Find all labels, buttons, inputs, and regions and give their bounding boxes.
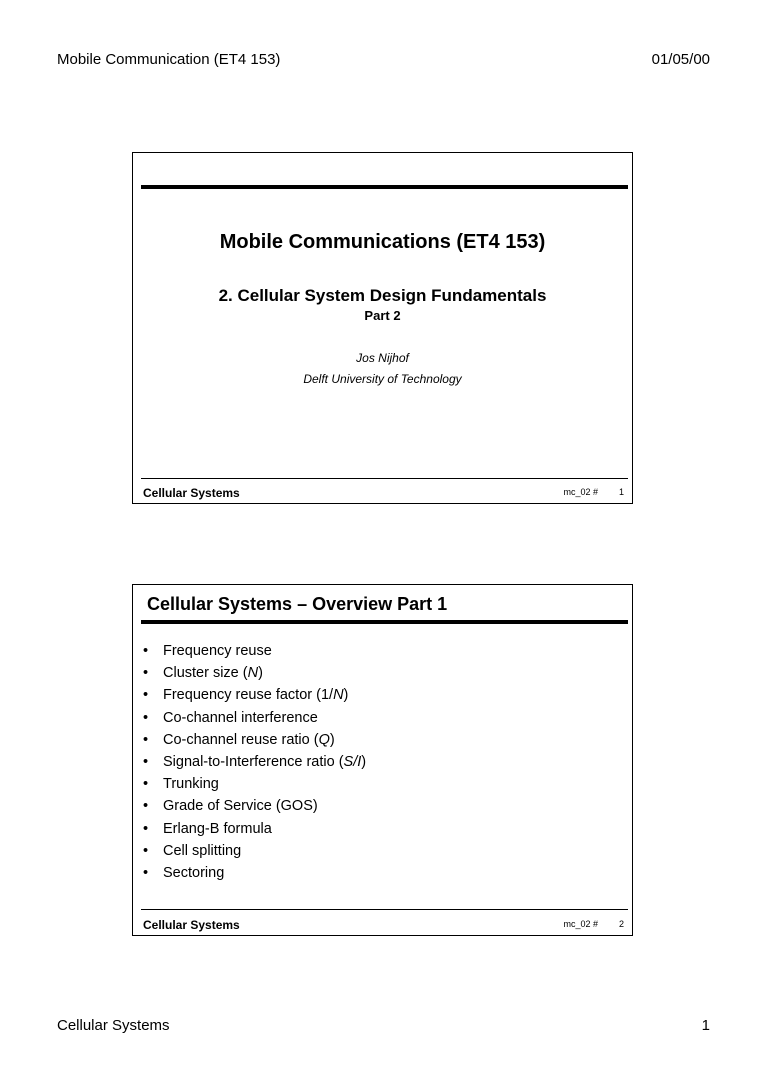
slide-1 (132, 152, 633, 504)
slide-2-footer-code: mc_02 # (563, 919, 598, 929)
bullet-marker: • (143, 687, 149, 704)
bullet-marker: • (143, 864, 149, 881)
page-number: 1 (701, 1017, 710, 1034)
page-header-title: Mobile Communication (ET4 153) (57, 51, 281, 68)
slide-2-title: Cellular Systems – Overview Part 1 (147, 594, 448, 614)
bullet-text-suffix: ) (343, 687, 349, 704)
bullet-text: Grade of Service (GOS) (163, 798, 318, 815)
page-footer-label: Cellular Systems (57, 1017, 170, 1034)
slide-1-subtitle: 2. Cellular System Design Fundamentals (218, 286, 547, 305)
slide-2-footer-number: 2 (618, 919, 624, 929)
bullet-list (143, 640, 366, 884)
bullet-marker: • (143, 709, 149, 726)
slide-1-institution: Delft University of Technology (303, 372, 462, 386)
bullet-text: Trunking (163, 776, 219, 793)
slide-1-part: Part 2 (364, 308, 401, 323)
bullet-item (143, 862, 366, 884)
bullet-item (143, 729, 366, 751)
slide-2-title-rule (141, 620, 628, 624)
slide-1-footer-code: mc_02 # (563, 487, 598, 497)
bullet-text: Frequency reuse (163, 643, 272, 659)
bullet-item (143, 707, 366, 729)
bullet-marker: • (143, 731, 149, 748)
bullet-variable: N (333, 687, 344, 704)
slide-2-footer-rule (141, 909, 628, 910)
slide-2-footer-label: Cellular Systems (143, 918, 240, 932)
bullet-marker: • (143, 643, 149, 659)
bullet-item (143, 640, 366, 662)
bullet-item (143, 662, 366, 684)
slide-1-top-rule (141, 185, 628, 189)
bullet-marker: • (143, 842, 149, 859)
bullet-text: Erlang-B formula (163, 820, 272, 837)
bullet-text: Co-channel reuse ratio ( (163, 731, 319, 748)
slide-1-footer-label: Cellular Systems (143, 486, 240, 500)
bullet-text: Co-channel interference (163, 709, 318, 726)
bullet-marker: • (143, 665, 149, 682)
bullet-item (143, 795, 366, 817)
bullet-marker: • (143, 776, 149, 793)
bullet-text-suffix: ) (361, 753, 367, 770)
slide-1-footer-rule (141, 478, 628, 479)
slide-1-title: Mobile Communications (ET4 153) (219, 231, 546, 253)
bullet-item (143, 773, 366, 795)
bullet-variable: Q (318, 731, 330, 748)
bullet-text-suffix: ) (258, 665, 263, 682)
bullet-variable: S/I (343, 753, 362, 770)
bullet-text: Sectoring (163, 864, 225, 881)
bullet-text: Frequency reuse factor (1/ (163, 687, 334, 704)
slide-1-author: Jos Nijhof (356, 351, 409, 365)
bullet-item (143, 684, 366, 706)
slide-1-footer-number: 1 (618, 487, 624, 497)
bullet-text-suffix: ) (329, 731, 335, 748)
bullet-variable: N (247, 665, 259, 682)
bullet-marker: • (143, 753, 149, 770)
bullet-item (143, 818, 366, 840)
bullet-marker: • (143, 820, 149, 837)
page-header-date: 01/05/00 (651, 51, 710, 68)
bullet-text: Cell splitting (163, 842, 242, 859)
slide-2 (132, 584, 633, 936)
bullet-marker: • (143, 798, 149, 815)
bullet-text: Cluster size ( (163, 665, 248, 682)
bullet-item (143, 751, 366, 773)
bullet-item (143, 840, 366, 862)
bullet-text: Signal-to-Interference ratio ( (163, 753, 344, 770)
